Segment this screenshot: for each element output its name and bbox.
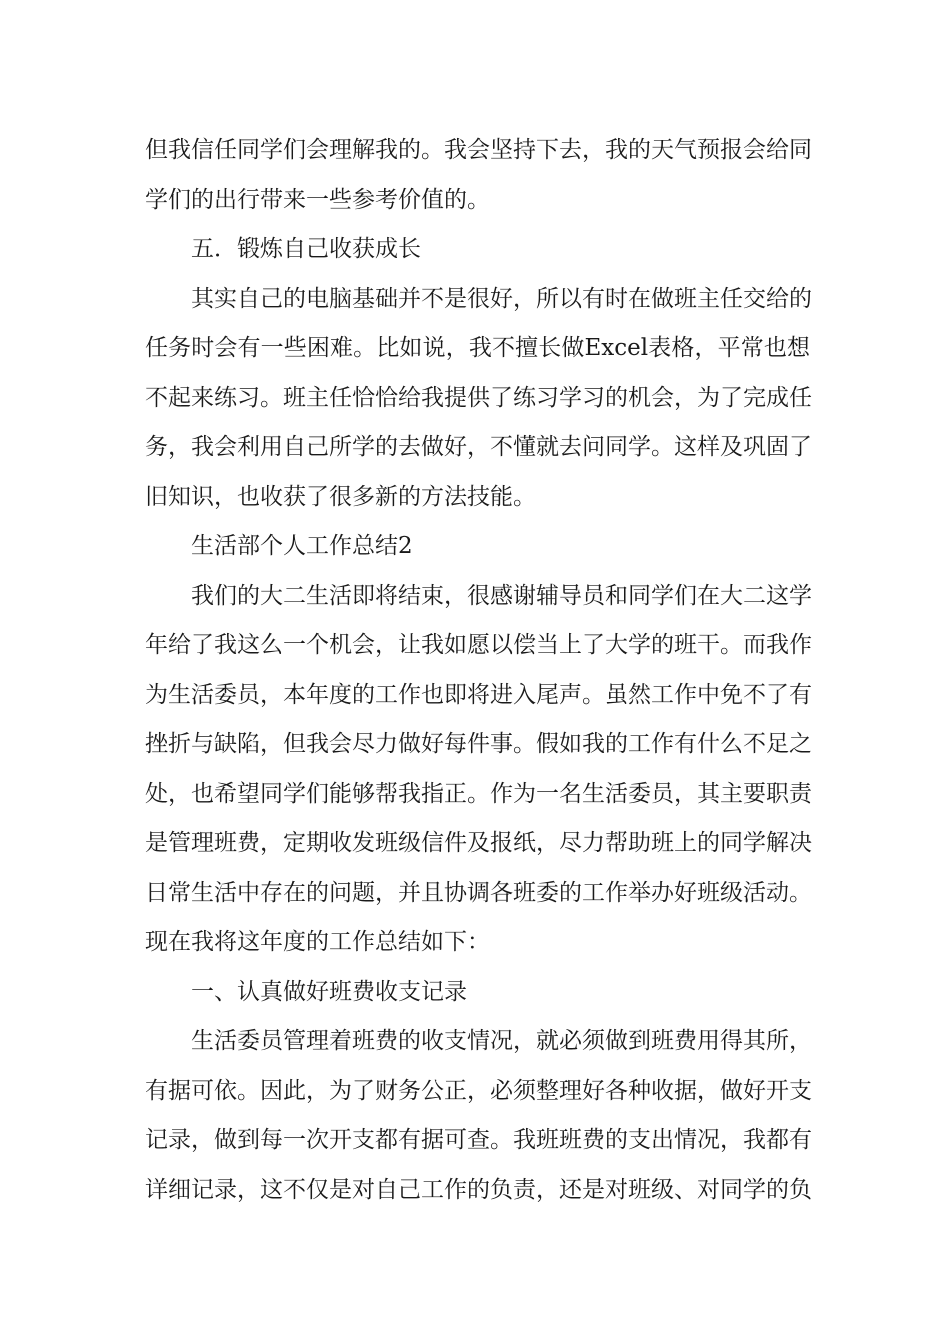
document-body (145, 126, 810, 1215)
section-title: 生活部个人工作总结2 (191, 533, 413, 559)
paragraph-line: 是管理班费，定期收发班级信件及报纸，尽力帮助班上的同学解决 (145, 830, 812, 856)
paragraph-line: 务，我会利用自己所学的去做好，不懂就去问同学。这样及巩固了 (145, 434, 812, 460)
section-heading: 一、认真做好班费收支记录 (191, 978, 467, 1005)
paragraph-line: 年给了我这么一个机会，让我如愿以偿当上了大学的班干。而我作 (145, 632, 812, 658)
paragraph-line: 旧知识，也收获了很多新的方法技能。 (145, 483, 536, 510)
paragraph-line: 任务时会有一些困难。比如说，我不擅长做Excel表格，平常也想 (145, 335, 810, 361)
paragraph-line: 有据可依。因此，为了财务公正，必须整理好各种收据，做好开支 (145, 1077, 812, 1104)
paragraph-line: 现在我将这年度的工作总结如下： (145, 929, 490, 955)
paragraph-line: 详细记录，这不仅是对自己工作的负责，还是对班级、对同学的负 (145, 1176, 812, 1203)
paragraph-line: 不起来练习。班主任恰恰给我提供了练习学习的机会，为了完成任 (145, 384, 812, 411)
paragraph-line: 为生活委员，本年度的工作也即将进入尾声。虽然工作中免不了有 (145, 681, 812, 708)
paragraph-line: 我们的大二生活即将结束，很感谢辅导员和同学们在大二这学 (191, 582, 812, 609)
section-heading: 五．锻炼自己收获成长 (191, 236, 421, 262)
paragraph-line: 学们的出行带来一些参考价值的。 (145, 186, 490, 213)
paragraph-line: 但我信任同学们会理解我的。我会坚持下去，我的天气预报会给同 (145, 137, 812, 163)
paragraph-line: 日常生活中存在的问题，并且协调各班委的工作举办好班级活动。 (145, 879, 812, 906)
paragraph-line: 其实自己的电脑基础并不是很好，所以有时在做班主任交给的 (191, 285, 812, 312)
paragraph-line: 记录，做到每一次开支都有据可查。我班班费的支出情况，我都有 (145, 1127, 812, 1153)
paragraph-line: 处，也希望同学们能够帮我指正。作为一名生活委员，其主要职责 (145, 780, 812, 807)
paragraph-line: 生活委员管理着班费的收支情况，就必须做到班费用得其所， (191, 1028, 812, 1054)
paragraph-line: 挫折与缺陷，但我会尽力做好每件事。假如我的工作有什么不足之 (145, 731, 812, 757)
